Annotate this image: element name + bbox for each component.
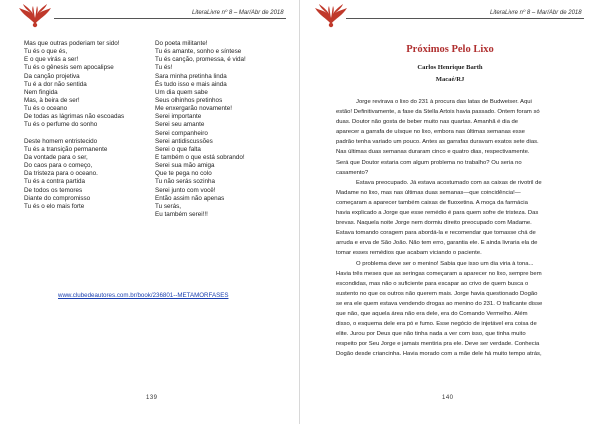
story-line: brevas. Naquela noite Jorge nem dormiu direito preocupado com Madame.	[336, 220, 532, 227]
story-title: Próximos Pelo Lixo	[406, 44, 494, 55]
story-line: se era ele quem estava vendendo drogas ao menino do 231. O traficante disse	[336, 300, 543, 307]
winged-emblem-icon	[314, 4, 348, 30]
poem-line: Serei sua mão amiga	[155, 162, 215, 170]
poem-line: Tu é a dor não sentida	[24, 80, 87, 88]
poem-line: Seus olhinhos pretinhos	[155, 96, 223, 104]
poem-line: Serei antidiscussões	[155, 137, 213, 145]
running-header: LiteraLivre nº 8 – Mar/Abr de 2018	[192, 10, 284, 16]
page-number: 140	[442, 395, 454, 401]
poem-line: Tu és o perfume do sonho	[24, 121, 98, 129]
author-name: Carlos Henrique Barth	[417, 64, 483, 71]
story-line: arruda e erva de São João. Não tem erro, garantia ele. E ainda livraria ela de	[336, 240, 538, 247]
header-rule	[54, 18, 286, 19]
poem-line: És tudo isso e mais ainda	[155, 80, 227, 88]
poem-line: Da vontade para o ser,	[24, 153, 88, 161]
poem-line: Mas que outras poderiam ter sido!	[24, 40, 120, 47]
story-line: Madame no lixo, mas nas últimas duas semanas—que coincidência!—	[336, 189, 521, 196]
poem-line: Tu és o gênesis sem apocalipse	[24, 64, 114, 72]
poem-line: De todas as lágrimas não escoadas	[24, 113, 125, 121]
poem-line: Eu também serei!!!	[155, 210, 208, 218]
poem-line: Me enxergarão novamente!	[155, 105, 233, 113]
poem-line: Diante do compromisso	[24, 194, 91, 202]
story-line: Jorge revirava o lixo do 231 à procura das latas de Budweiser. Aqui	[356, 99, 532, 105]
poem-line: Serei junto com você!	[155, 186, 216, 194]
poem-line: Tu és a transição permanente	[24, 145, 108, 153]
poem-line: Tu és amante, sonho e síntese	[155, 48, 242, 56]
poem-line: Tu és o elo mais forte	[24, 202, 85, 210]
story-line: O problema deve ser o menino! Sabia que isso um dia viria à tona...	[356, 260, 534, 267]
story-line: começaram a aparecer também caixas de fluoxetina. A moça da farmácia	[336, 199, 528, 206]
poem-line: Tu és o oceano	[24, 105, 68, 113]
book-link[interactable]: www.clubedeautores.com.br/book/236801--METAMORFASES	[58, 292, 229, 299]
poem-line: Da tristeza para o oceano.	[24, 170, 98, 178]
poem-line: Então assim não apenas	[155, 194, 225, 202]
poem-line: Do caos para o começo,	[24, 162, 93, 170]
story-line: aparecer a garrafa de uísque no lixo, embora nas últimas semanas esse	[336, 129, 525, 136]
poem-line: Serei o que falta	[155, 145, 201, 153]
poem-line: Tu és!	[155, 64, 173, 72]
story-line: sustento no que os outros não querem mais. Jorge havia questionado Dogão	[336, 290, 538, 297]
poem-line: De todos os temores	[24, 186, 83, 194]
author-place: Macaé/RJ	[435, 76, 465, 83]
story-line: Estava tomando coragem para abordá-la e recomendar que tomasse chá de	[336, 230, 536, 237]
story-line: disso, o esquema dele era pó e fumo. Esse negócio de injetável era coisa de	[336, 321, 537, 328]
story-line: escondidas, mas não o suficiente para escapar ao crivo de quem busca o	[336, 280, 529, 287]
running-header: LiteraLivre nº 8 – Mar/Abr de 2018	[490, 10, 582, 16]
poem-line: Que te pega no colo	[155, 170, 212, 178]
poem-line: Tu não serás sozinha	[155, 178, 215, 186]
poem-line: E o que virás a ser!	[24, 56, 79, 64]
poem-line: Serei seu amante	[155, 121, 205, 129]
poem-line: Serei importante	[155, 113, 202, 121]
poem-line: Serei companheiro	[155, 129, 208, 137]
story-line: duas. Doutor não gosta de beber muito nas quartas. Amanhã é dia de	[336, 119, 519, 126]
page-number: 139	[146, 395, 158, 401]
story-line: padrão tenha variado um pouco. Antes as garrafas duravam exatos sete dias.	[336, 139, 539, 146]
story-line: casamento?	[336, 169, 369, 176]
poem-line: Tu és o que és,	[24, 48, 68, 56]
poem-line: Mas, à beira de ser!	[24, 96, 80, 104]
story-line: Será que Doutor estaria com algum problema no trabalho? Ou seria no	[336, 159, 522, 166]
poem-line: Do poeta militante!	[155, 40, 208, 47]
poem-line: Da canção projetiva	[24, 72, 80, 80]
poem-column-1	[24, 40, 124, 211]
story-line: Nas últimas duas semanas duraram cinco e quatro dias, respectivamente.	[336, 149, 530, 156]
story-line: tomar esses remédios que acabam viciando o paciente.	[336, 250, 482, 257]
story-body	[336, 97, 588, 359]
poem-line: Tu serás,	[155, 202, 182, 210]
poem-line: Um dia quem sabe	[155, 88, 208, 96]
story-line: Havia três meses que as seringas começaram a aparecer no lixo, sempre bem	[336, 270, 542, 277]
story-line: estão! Definitivamente, a fase da Stella Artois havia passado. Ontem foram só	[336, 109, 540, 116]
poem-line: Deste homem entristecido	[24, 137, 98, 145]
right-page	[300, 0, 600, 424]
story-line: Estava preocupado. Já estava acostumado com as caixas de rivotril de	[356, 179, 542, 186]
story-line: respeito por Seu Jorge e jamais mentiria pra ele. Deve ser verdade. Conhecia	[336, 341, 540, 348]
story-line: elite. Jurou por Deus que não tinha nada a ver com isso, que tinha muito	[336, 331, 526, 338]
winged-emblem-icon	[18, 4, 52, 30]
story-line: havia explicado a Jorge que esse remédio é para quem sofre de tristeza. Das	[336, 210, 539, 217]
poem-line: Tu és canção, promessa, é vida!	[155, 56, 246, 64]
poem-line	[24, 130, 124, 138]
story-line: que não, que aquela área não era dele, era do Comando Vermelho. Além	[336, 310, 528, 317]
poem-line: Tu és a contra partida	[24, 178, 86, 186]
poem-line: E também o que está sobrando!	[155, 153, 245, 161]
poem-line: Nem fingida	[24, 88, 58, 96]
poem-column-2	[155, 40, 246, 219]
poem-line: Sara minha pretinha linda	[155, 72, 227, 80]
header-rule	[346, 18, 584, 19]
story-line: Dogão desde criancinha. Havia morado com a mãe dele há muito tempo atrás,	[336, 351, 542, 358]
